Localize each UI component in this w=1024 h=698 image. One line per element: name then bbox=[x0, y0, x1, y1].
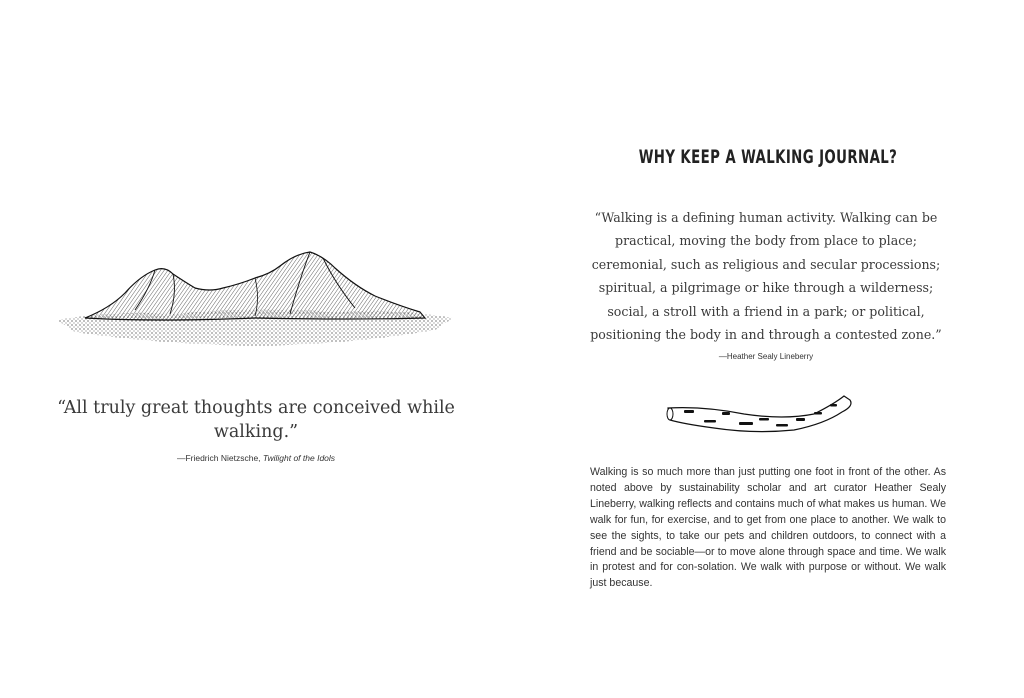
attribution-author: —Friedrich Nietzsche, bbox=[176, 453, 263, 463]
mountain-illustration bbox=[55, 248, 455, 353]
birch-branch-illustration bbox=[664, 390, 856, 436]
lineberry-quote: “Walking is a defining human activity. Walking can be practical, moving the body from place to place; ceremonial, such as religious and secular processions; spiritual, a pilgrimage or hike through a wilderness; social, a stroll with a friend in a park; or political, positioning the body in and through a contested zone.” bbox=[590, 210, 942, 343]
page-title: WHY KEEP A WALKING JOURNAL? bbox=[638, 146, 898, 168]
lineberry-attribution: —Heather Sealy Lineberry bbox=[718, 352, 814, 361]
body-paragraph: Walking is so much more than just putting one foot in front of the other. As noted above by sustainability scholar and art curator Heather Sealy Lineberry, walking reflects and contains much of what makes us human. We walk for fun, for exercise, and to get from one place to another. We walk to see the sights, to take our pets and children outdoors, to connect with a friend and be sociable—or to move alone through space and time. We walk in protest and for con-solation. We walk with purpose or without. We walk just because. bbox=[590, 466, 946, 590]
nietzsche-quote: “All truly great thoughts are conceived while walking.” bbox=[57, 398, 455, 442]
nietzsche-attribution bbox=[56, 453, 456, 463]
attribution-work-title: Twilight of the Idols bbox=[262, 453, 336, 463]
right-page bbox=[512, 0, 1024, 698]
